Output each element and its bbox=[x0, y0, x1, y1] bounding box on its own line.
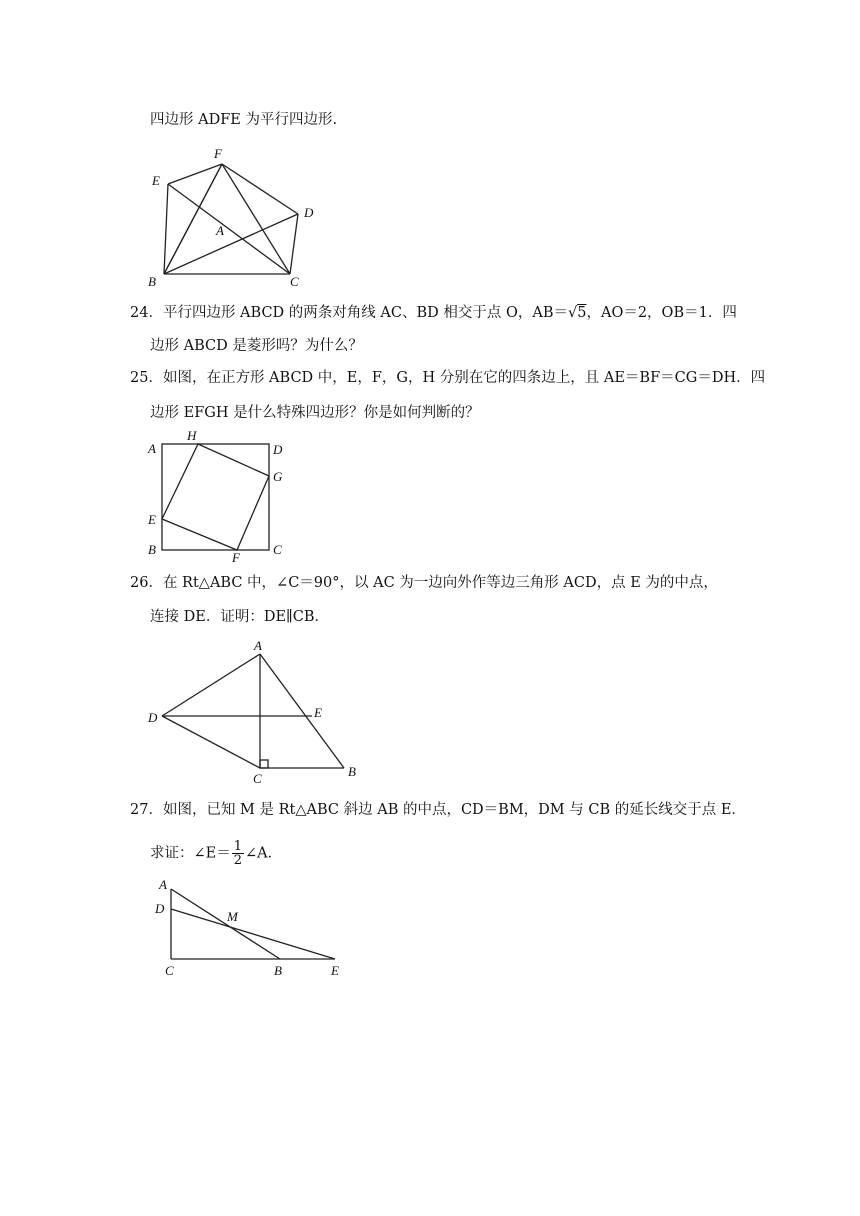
label-d: D bbox=[304, 205, 314, 220]
label-a: A bbox=[216, 223, 224, 238]
intro-line: 四边形 ADFE 为平行四边形. bbox=[150, 112, 338, 128]
question-25-line-2: 边形 EFGH 是什么特殊四边形？你是如何判断的？ bbox=[150, 405, 480, 421]
label-b: B bbox=[274, 963, 282, 978]
figure-right-triangle-abc bbox=[145, 875, 360, 985]
figure-triangle-acd bbox=[140, 636, 370, 786]
label-e: E bbox=[331, 963, 339, 978]
label-d: D bbox=[155, 901, 165, 916]
label-b: B bbox=[348, 764, 356, 779]
figure-square-efgh bbox=[140, 428, 300, 563]
label-c: C bbox=[165, 963, 174, 978]
label-b: B bbox=[148, 274, 156, 289]
question-27-line-1: 27．如图，已知 M 是 Rt△ABC 斜边 AB 的中点，CD＝BM，DM 与 CB 的延长线交于点 E． bbox=[130, 802, 746, 818]
label-g: G bbox=[273, 469, 283, 484]
sqrt-symbol: √5 bbox=[567, 305, 587, 321]
label-e: E bbox=[152, 173, 160, 188]
label-e: E bbox=[148, 512, 156, 527]
question-25-line-1: 25．如图，在正方形 ABCD 中，E，F，G，H 分别在它的四条边上，且 AE＝BF＝CG＝DH．四 bbox=[130, 370, 766, 386]
question-27-line-2: 求证：∠E＝ $\frac{1}{2}$ ∠A． bbox=[150, 839, 283, 868]
label-c: C bbox=[273, 542, 282, 557]
fraction-one-half: $\frac{1}{2}$ bbox=[233, 839, 243, 868]
label-e: E bbox=[314, 705, 322, 720]
label-a: A bbox=[254, 638, 262, 653]
label-a: A bbox=[159, 877, 167, 892]
figure-parallelogram-adfe bbox=[140, 142, 340, 292]
question-26-line-1: 26．在 Rt△ABC 中，∠C＝90°，以 AC 为一边向外作等边三角形 ACD，点 E 为的中点， bbox=[130, 575, 718, 591]
label-h: H bbox=[187, 428, 197, 443]
label-f: F bbox=[232, 550, 240, 563]
label-d: D bbox=[148, 710, 158, 725]
question-24-line-2: 边形 ABCD 是菱形吗？为什么？ bbox=[150, 338, 363, 354]
question-26-line-2: 连接 DE．证明：DE∥CB． bbox=[150, 609, 329, 625]
label-m: M bbox=[227, 909, 238, 924]
label-f: F bbox=[214, 146, 222, 161]
label-c: C bbox=[290, 274, 299, 289]
label-a: A bbox=[148, 441, 156, 456]
question-24-line-1: 24．平行四边形 ABCD 的两条对角线 AC、BD 相交于点 O，AB＝√5，AO＝2，OB＝1．四 bbox=[130, 305, 737, 321]
label-c: C bbox=[253, 771, 262, 786]
label-b: B bbox=[148, 542, 156, 557]
label-d: D bbox=[273, 442, 283, 457]
